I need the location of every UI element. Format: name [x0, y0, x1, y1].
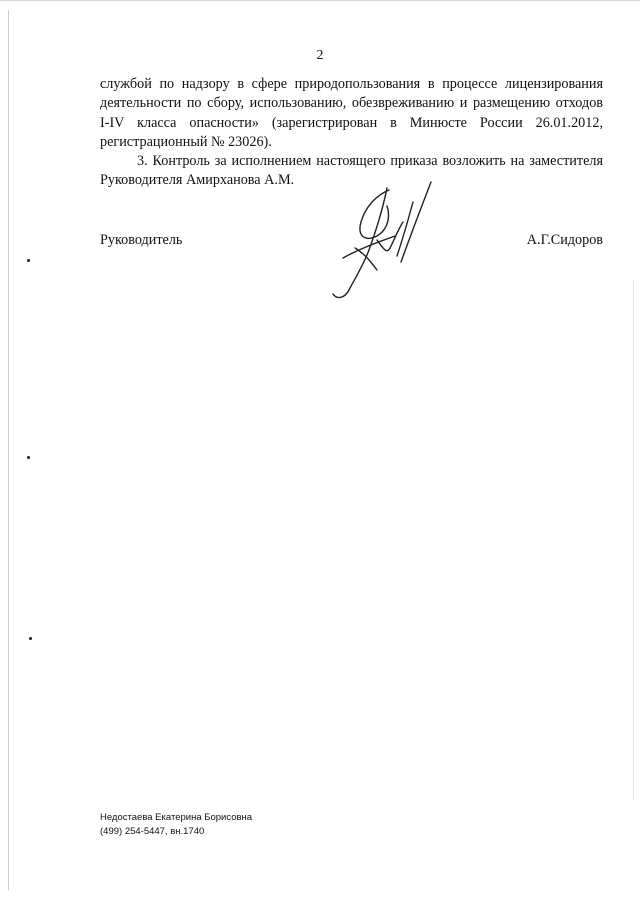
body-line: деятельности по сбору, использованию, обезвреживанию и размещению отходов [100, 95, 603, 112]
body-line: 3. Контроль за исполнением настоящего приказа возложить на заместителя [137, 153, 603, 170]
signatory-name: А.Г.Сидоров [526, 232, 603, 248]
page-number: 2 [316, 48, 324, 63]
body-line: регистрационный № 23026). [100, 133, 272, 150]
executor-name: Недостаева Екатерина Борисовна [100, 812, 253, 823]
scan-edge-left [8, 10, 9, 890]
body-line: Руководителя Амирханова А.М. [100, 172, 295, 189]
handwritten-signature [325, 178, 437, 300]
executor-phone: (499) 254-5447, вн.1740 [100, 826, 205, 837]
executor-contact [100, 811, 252, 839]
scan-edge-right [633, 280, 634, 800]
body-line: I-IV класса опасности» (зарегистрирован в Минюсте России 26.01.2012, [100, 114, 603, 131]
signatory-title: Руководитель [100, 232, 183, 248]
scan-speck [27, 259, 30, 262]
body-line: службой по надзору в сфере природопользования в процессе лицензирования [100, 76, 603, 92]
scan-speck [27, 456, 30, 459]
scan-edge-top [0, 0, 640, 1]
document-body [100, 75, 603, 191]
scan-speck [29, 637, 32, 640]
